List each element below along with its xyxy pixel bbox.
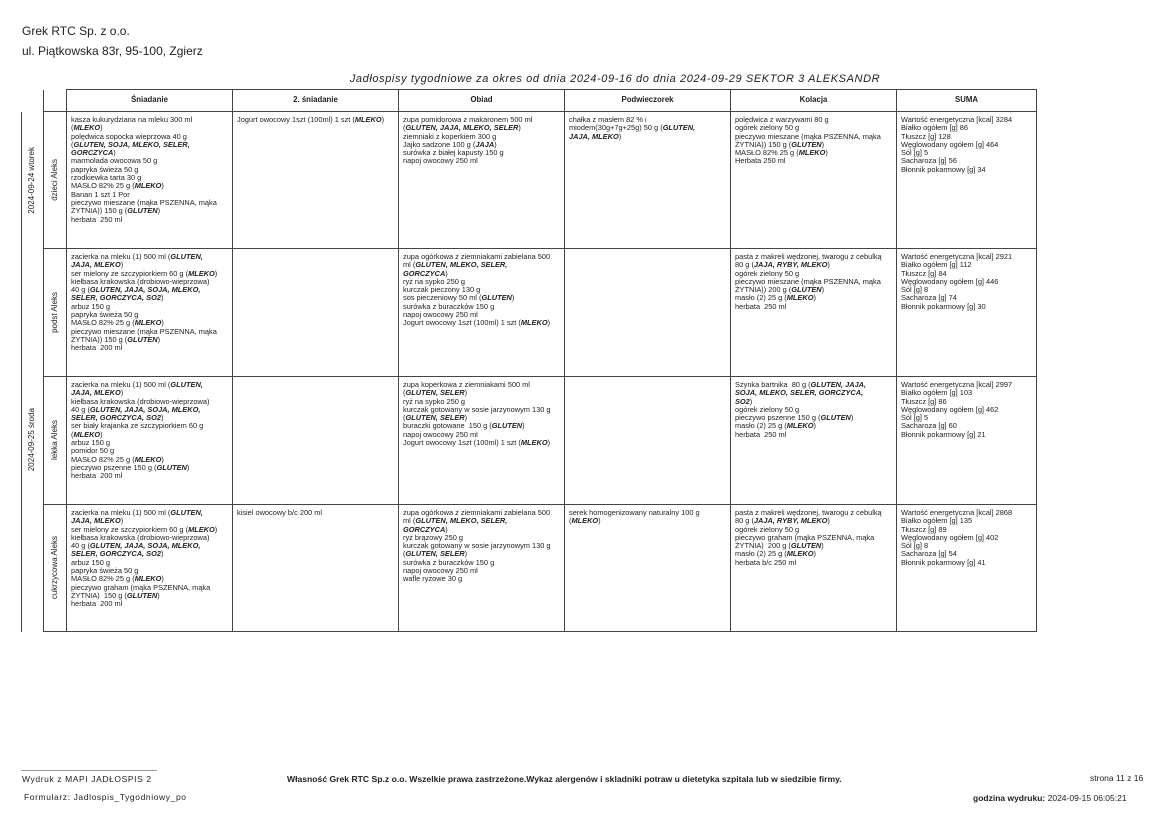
cell-line: napoj owocowy 250 ml <box>403 429 478 439</box>
diet-label: lekka Aleks <box>49 420 59 461</box>
cell-line: SELER, GORCZYCA, SO2) <box>71 293 164 303</box>
cell-line: Wartość energetyczna [kcal] 2921 <box>901 252 1013 261</box>
date-label: 2024-09-25 środa <box>27 408 37 472</box>
cell-line: herbata 250 ml <box>735 301 787 311</box>
cell-line: ogórek zielony 50 g <box>735 404 800 414</box>
cell-line: MASŁO 82% 25 g (MLEKO) <box>71 454 164 464</box>
cell-line: ŻYTNIA)) 150 g (GLUTEN) <box>71 334 161 344</box>
cell-line: GORCZYCA) <box>71 148 116 158</box>
cell-line: Wartość energetyczna [kcal] 2868 <box>901 508 1013 517</box>
cell-line: kiełbasa krakowska (drobiowo-wieprzowa) <box>71 276 210 286</box>
cell-line: Banan 1 szt 1 Por <box>71 189 130 199</box>
footer-ownership-note: Własność Grek RTC Sp.z o.o. Wszelkie prawa zastrzeżone.Wykaz alergenów i skladniki potraw u dietetyka szpitala lub w siedzibie firmy. <box>287 774 842 784</box>
summary-cell <box>897 249 1037 377</box>
cell-line: Błonnik pokarmowy [g] 21 <box>901 429 986 439</box>
cell-line: herbata b/c 250 ml <box>735 557 797 567</box>
cell-line: zacierka na mleku (1) 500 ml (GLUTEN, <box>71 380 203 389</box>
cell-line: Tłuszcz [g] 84 <box>901 268 947 278</box>
meal-cell-podwieczorek <box>565 112 731 249</box>
cell-line: MASŁO 82% 25 g (MLEKO) <box>71 181 164 191</box>
diet-cell <box>44 249 67 377</box>
cell-line: Sacharoza [g] 56 <box>901 156 957 166</box>
cell-line: Węglowodany ogółem [g] 402 <box>901 532 999 542</box>
cell-line: masło (2) 25 g (MLEKO) <box>735 549 816 559</box>
cell-line: ŻYTNIA)) 150 g (GLUTEN) <box>735 139 825 149</box>
cell-line: Błonnik pokarmowy [g] 34 <box>901 164 986 174</box>
cell-line: SOJA, MLEKO, SELER, GORCZYCA, <box>735 388 864 398</box>
col-header-suma: SUMA <box>897 90 1037 112</box>
meal-cell-podwieczorek <box>565 505 731 632</box>
cell-line: SELER, GORCZYCA, SO2) <box>71 413 164 423</box>
header-blank <box>22 90 44 112</box>
cell-line: pieczywo mieszane (mąka PSZENNA, mąka <box>71 197 217 207</box>
cell-line: pieczywo graham (mąka PSZENNA, mąka <box>735 532 875 542</box>
cell-line: pieczywo graham (mąka PSZENNA, mąka <box>71 582 211 592</box>
cell-line: ser mielony ze szczypiorkiem 60 g (MLEKO) <box>71 524 218 534</box>
cell-line: JAJA, MLEKO) <box>71 260 124 270</box>
cell-line: ogórek zielony 50 g <box>735 268 800 278</box>
cell-line: ŻYTNIA) 150 g (GLUTEN) <box>71 590 160 600</box>
cell-line: 40 g (GLUTEN, JAJA, SOJA, MLEKO, <box>71 285 201 295</box>
cell-line: kiełbasa krakowska (drobiowo-wieprzowa) <box>71 396 210 406</box>
meal-cell-2-sniadanie <box>233 377 399 505</box>
cell-line: SELER, GORCZYCA, SO2) <box>71 549 164 559</box>
cell-line: herbata 250 ml <box>71 214 123 224</box>
footer-page-number: strona 11 z 16 <box>1090 773 1144 783</box>
print-time-label: godzina wydruku: <box>973 793 1046 803</box>
summary-cell <box>897 505 1037 632</box>
table-row <box>22 377 1037 505</box>
cell-line: polędwica z warzywami 80 g <box>735 115 829 124</box>
cell-line: sos pieczeniowy 50 ml (GLUTEN) <box>403 293 515 303</box>
cell-line: zupa ogórkowa z ziemniakami zabielana 500 <box>403 508 551 517</box>
cell-line: kurczak gotowany w sosie jarzynowym 130 g <box>403 404 551 414</box>
cell-line: arbuz 150 g <box>71 438 111 448</box>
cell-line: zacierka na mleku (1) 500 ml (GLUTEN, <box>71 252 203 261</box>
summary-cell <box>897 377 1037 505</box>
cell-line: MASŁO 82% 25 g (MLEKO) <box>71 318 164 328</box>
cell-line: 80 g (JAJA, RYBY, MLEKO) <box>735 260 830 270</box>
cell-line: ogórek zielony 50 g <box>735 123 800 133</box>
meal-cell-obiad <box>399 249 565 377</box>
cell-line: kurczak gotowany w sosie jarzynowym 130 g <box>403 541 551 551</box>
cell-line: zupa ogórkowa z ziemniakami zabielana 500 <box>403 252 551 261</box>
cell-line: pasta z makreli wędzonej, twarogu z cebulką <box>735 252 882 261</box>
cell-line: napoj owocowy 250 ml <box>403 156 478 166</box>
meal-cell-podwieczorek <box>565 249 731 377</box>
meal-cell-2-sniadanie <box>233 505 399 632</box>
cell-line: Białko ogółem [g] 135 <box>901 516 973 526</box>
footer-form-name: Formularz: Jadlospis_Tygodniowy_po <box>24 792 187 802</box>
cell-line: surówka z buraczków 150 g <box>403 301 495 311</box>
cell-line: Sacharoza [g] 54 <box>901 549 957 559</box>
cell-line: Tłuszcz [g] 128 <box>901 131 951 141</box>
cell-line: herbata 200 ml <box>71 599 123 609</box>
col-header-2-sniadanie: 2. śniadanie <box>233 90 399 112</box>
cell-line: kurczak pieczony 130 g <box>403 285 481 295</box>
cell-line: Sól [g] 5 <box>901 148 929 158</box>
cell-line: MASŁO 82% 25 g (MLEKO) <box>71 574 164 584</box>
cell-line: JAJA, MLEKO) <box>71 516 124 526</box>
cell-line: ryż brązowy 250 g <box>403 532 463 542</box>
cell-line: Białko ogółem [g] 86 <box>901 123 968 133</box>
cell-line: (GLUTEN, SELER) <box>403 413 468 423</box>
cell-line: JAJA, MLEKO) <box>569 131 622 141</box>
diet-cell <box>44 112 67 249</box>
header-row <box>22 90 1037 112</box>
cell-line: papryka świeża 50 g <box>71 566 139 576</box>
cell-line: zupa pomidorowa z makaronem 500 ml <box>403 115 533 124</box>
cell-line: Jogurt owocowy 1szt (100ml) 1 szt (MLEKO) <box>237 115 385 124</box>
cell-line: (GLUTEN, SOJA, MLEKO, SELER, <box>71 139 190 149</box>
cell-line: zacierka na mleku (1) 500 ml (GLUTEN, <box>71 508 203 517</box>
meal-cell-obiad <box>399 505 565 632</box>
cell-line: ml (GLUTEN, MLEKO, SELER, <box>403 516 508 526</box>
cell-line: Wartość energetyczna [kcal] 3284 <box>901 115 1013 124</box>
cell-line: Błonnik pokarmowy [g] 41 <box>901 557 986 567</box>
meal-cell-sniadanie <box>67 112 233 249</box>
cell-line: ziemniaki z koperkiem 300 g <box>403 131 497 141</box>
diet-label: podst Aleks <box>49 292 59 333</box>
meal-cell-kolacja <box>731 505 897 632</box>
cell-line: Węglowodany ogółem [g] 446 <box>901 276 999 286</box>
table-row <box>22 249 1037 377</box>
cell-line: polędwica sopocka wieprzowa 40 g <box>71 131 187 141</box>
cell-line: Sól [g] 5 <box>901 413 929 423</box>
cell-line: 80 g (JAJA, RYBY, MLEKO) <box>735 516 830 526</box>
cell-line: Sacharoza [g] 60 <box>901 421 957 431</box>
cell-line: napoj owocowy 250 ml <box>403 310 478 320</box>
cell-line: kasza kukurydziana na mleku 300 ml <box>71 115 193 124</box>
cell-line: ml (GLUTEN, MLEKO, SELER, <box>403 260 508 270</box>
cell-line: herbata 200 ml <box>71 471 123 481</box>
cell-line: masło (2) 25 g (MLEKO) <box>735 293 816 303</box>
col-header-sniadanie: Śniadanie <box>67 90 233 112</box>
col-header-podwieczorek: Podwieczorek <box>565 90 731 112</box>
date-cell <box>22 112 44 249</box>
cell-line: pieczywo pszenne 150 g (GLUTEN) <box>735 413 854 423</box>
meal-cell-2-sniadanie <box>233 112 399 249</box>
cell-line: Tłuszcz [g] 86 <box>901 396 947 406</box>
header-blank <box>44 90 67 112</box>
col-header-obiad: Obiad <box>399 90 565 112</box>
cell-line: ser mielony ze szczypiorkiem 60 g (MLEKO) <box>71 268 218 278</box>
cell-line: ŻYTNIA)) 150 g (GLUTEN) <box>71 206 161 216</box>
cell-line: marmolada owocowa 50 g <box>71 156 158 166</box>
cell-line: surówka z białej kapusty 150 g <box>403 148 504 158</box>
cell-line: pieczywo mieszane (mąka PSZENNA, mąka <box>735 131 881 141</box>
cell-line: napoj owocowy 250 ml <box>403 566 478 576</box>
meal-cell-podwieczorek <box>565 377 731 505</box>
cell-line: pieczywo mieszane (mąka PSZENNA, mąka <box>735 276 881 286</box>
cell-line: Szynka bartnika 80 g (GLUTEN, JAJA, <box>735 380 867 389</box>
cell-line: buraczki gotowane 150 g (GLUTEN) <box>403 421 525 431</box>
cell-line: 40 g (GLUTEN, JAJA, SOJA, MLEKO, <box>71 541 201 551</box>
cell-line: ogórek zielony 50 g <box>735 524 800 534</box>
meal-cell-sniadanie <box>67 249 233 377</box>
cell-line: pomidor 50 g <box>71 446 115 456</box>
cell-line: JAJA, MLEKO) <box>71 388 124 398</box>
cell-line: (MLEKO) <box>71 429 103 439</box>
cell-line: arbuz 150 g <box>71 301 111 311</box>
print-time-value: 2024-09-15 06:05:21 <box>1047 793 1127 803</box>
cell-line: Jogurt owocowy 1szt (100ml) 1 szt (MLEKO) <box>403 438 551 448</box>
meal-cell-obiad <box>399 112 565 249</box>
cell-line: (GLUTEN, SELER) <box>403 549 468 559</box>
cell-line: pieczywo pszenne 150 g (GLUTEN) <box>71 462 190 472</box>
cell-line: Sacharoza [g] 74 <box>901 293 957 303</box>
cell-line: papryka świeża 50 g <box>71 164 139 174</box>
cell-line: ŻYTNIA) 200 g (GLUTEN) <box>735 541 824 551</box>
cell-line: wafle ryżowe 30 g <box>403 574 463 584</box>
cell-line: rzodkiewka tarta 30 g <box>71 173 142 183</box>
cell-line: arbuz 150 g <box>71 557 111 567</box>
cell-line: Wartość energetyczna [kcal] 2997 <box>901 380 1013 389</box>
cell-line: (GLUTEN, SELER) <box>403 388 468 398</box>
cell-line: Węglowodany ogółem [g] 464 <box>901 139 999 149</box>
footer-print-time <box>973 793 1127 803</box>
cell-line: ryż na sypko 250 g <box>403 396 466 406</box>
cell-line: ryż na sypko 250 g <box>403 276 466 286</box>
page-title: Jadłospisy tygodniowe za okres od dnia 2024-09-16 do dnia 2024-09-29 SEKTOR 3 ALEKSANDR <box>349 73 881 85</box>
cell-line: (MLEKO) <box>71 123 103 133</box>
cell-line: (MLEKO) <box>569 516 601 526</box>
cell-line: herbata 250 ml <box>735 429 787 439</box>
cell-line: MASŁO 82% 25 g (MLEKO) <box>735 148 828 158</box>
cell-line: Jajko sadzone 100 g (JAJA) <box>403 139 497 149</box>
company-name: Grek RTC Sp. z o.o. <box>22 24 130 38</box>
diet-cell <box>44 377 67 505</box>
company-address: ul. Piątkowska 83r, 95-100, Zgierz <box>22 44 203 58</box>
cell-line: Tłuszcz [g] 89 <box>901 524 947 534</box>
summary-cell <box>897 112 1037 249</box>
cell-line: papryka świeża 50 g <box>71 310 139 320</box>
meal-cell-2-sniadanie <box>233 249 399 377</box>
cell-line: surówka z buraczków 150 g <box>403 557 495 567</box>
cell-line: serek homogenizowany naturalny 100 g <box>569 508 700 517</box>
date-label: 2024-09-24 wtorek <box>27 146 37 214</box>
meal-cell-kolacja <box>731 112 897 249</box>
cell-line: ŻYTNIA)) 200 g (GLUTEN) <box>735 285 825 295</box>
cell-line: Białko ogółem [g] 112 <box>901 260 972 270</box>
col-header-kolacja: Kolacja <box>731 90 897 112</box>
date-cell <box>22 249 44 632</box>
cell-line: kisiel owocowy b/c 200 ml <box>237 508 323 517</box>
footer-divider <box>21 770 157 771</box>
meal-cell-obiad <box>399 377 565 505</box>
meal-cell-kolacja <box>731 249 897 377</box>
table-row <box>22 505 1037 632</box>
cell-line: GORCZYCA) <box>403 268 448 278</box>
meal-cell-sniadanie <box>67 377 233 505</box>
cell-line: (GLUTEN, JAJA, MLEKO, SELER) <box>403 123 521 133</box>
cell-line: GORCZYCA) <box>403 524 448 534</box>
cell-line: chałka z masłem 82 % i <box>569 115 647 124</box>
table-row <box>22 112 1037 249</box>
cell-line: pieczywo mieszane (mąka PSZENNA, mąka <box>71 326 217 336</box>
cell-line: kiełbasa krakowska (drobiowo-wieprzowa) <box>71 532 210 542</box>
cell-line: ser biały krajanka ze szczypiorkiem 60 g <box>71 421 204 431</box>
meal-cell-sniadanie <box>67 505 233 632</box>
footer-print-source: Wydruk z MAPI JADŁOSPIS 2 <box>22 774 152 784</box>
diet-cell <box>44 505 67 632</box>
diet-label: cukrzycowa Aleks <box>49 536 59 600</box>
cell-line: SO2) <box>735 396 753 406</box>
cell-line: pasta z makreli wędzonej, twarogu z cebulką <box>735 508 882 517</box>
meal-cell-kolacja <box>731 377 897 505</box>
cell-line: miodem(30g+7g+25g) 50 g (GLUTEN, <box>569 123 696 133</box>
cell-line: Herbata 250 ml <box>735 156 786 166</box>
cell-line: Białko ogółem [g] 103 <box>901 388 973 398</box>
diet-label: dzieci Aleks <box>49 159 59 201</box>
cell-line: Sól [g] 8 <box>901 541 929 551</box>
cell-line: herbata 200 ml <box>71 343 123 353</box>
menu-table <box>21 89 1037 632</box>
cell-line: Błonnik pokarmowy [g] 30 <box>901 301 986 311</box>
cell-line: Węglowodany ogółem [g] 462 <box>901 404 999 414</box>
cell-line: zupa koperkowa z ziemniakami 500 ml <box>403 380 530 389</box>
cell-line: Sól [g] 8 <box>901 285 929 295</box>
cell-line: 40 g (GLUTEN, JAJA, SOJA, MLEKO, <box>71 404 201 414</box>
cell-line: masło (2) 25 g (MLEKO) <box>735 421 816 431</box>
cell-line: Jogurt owocowy 1szt (100ml) 1 szt (MLEKO) <box>403 318 551 328</box>
